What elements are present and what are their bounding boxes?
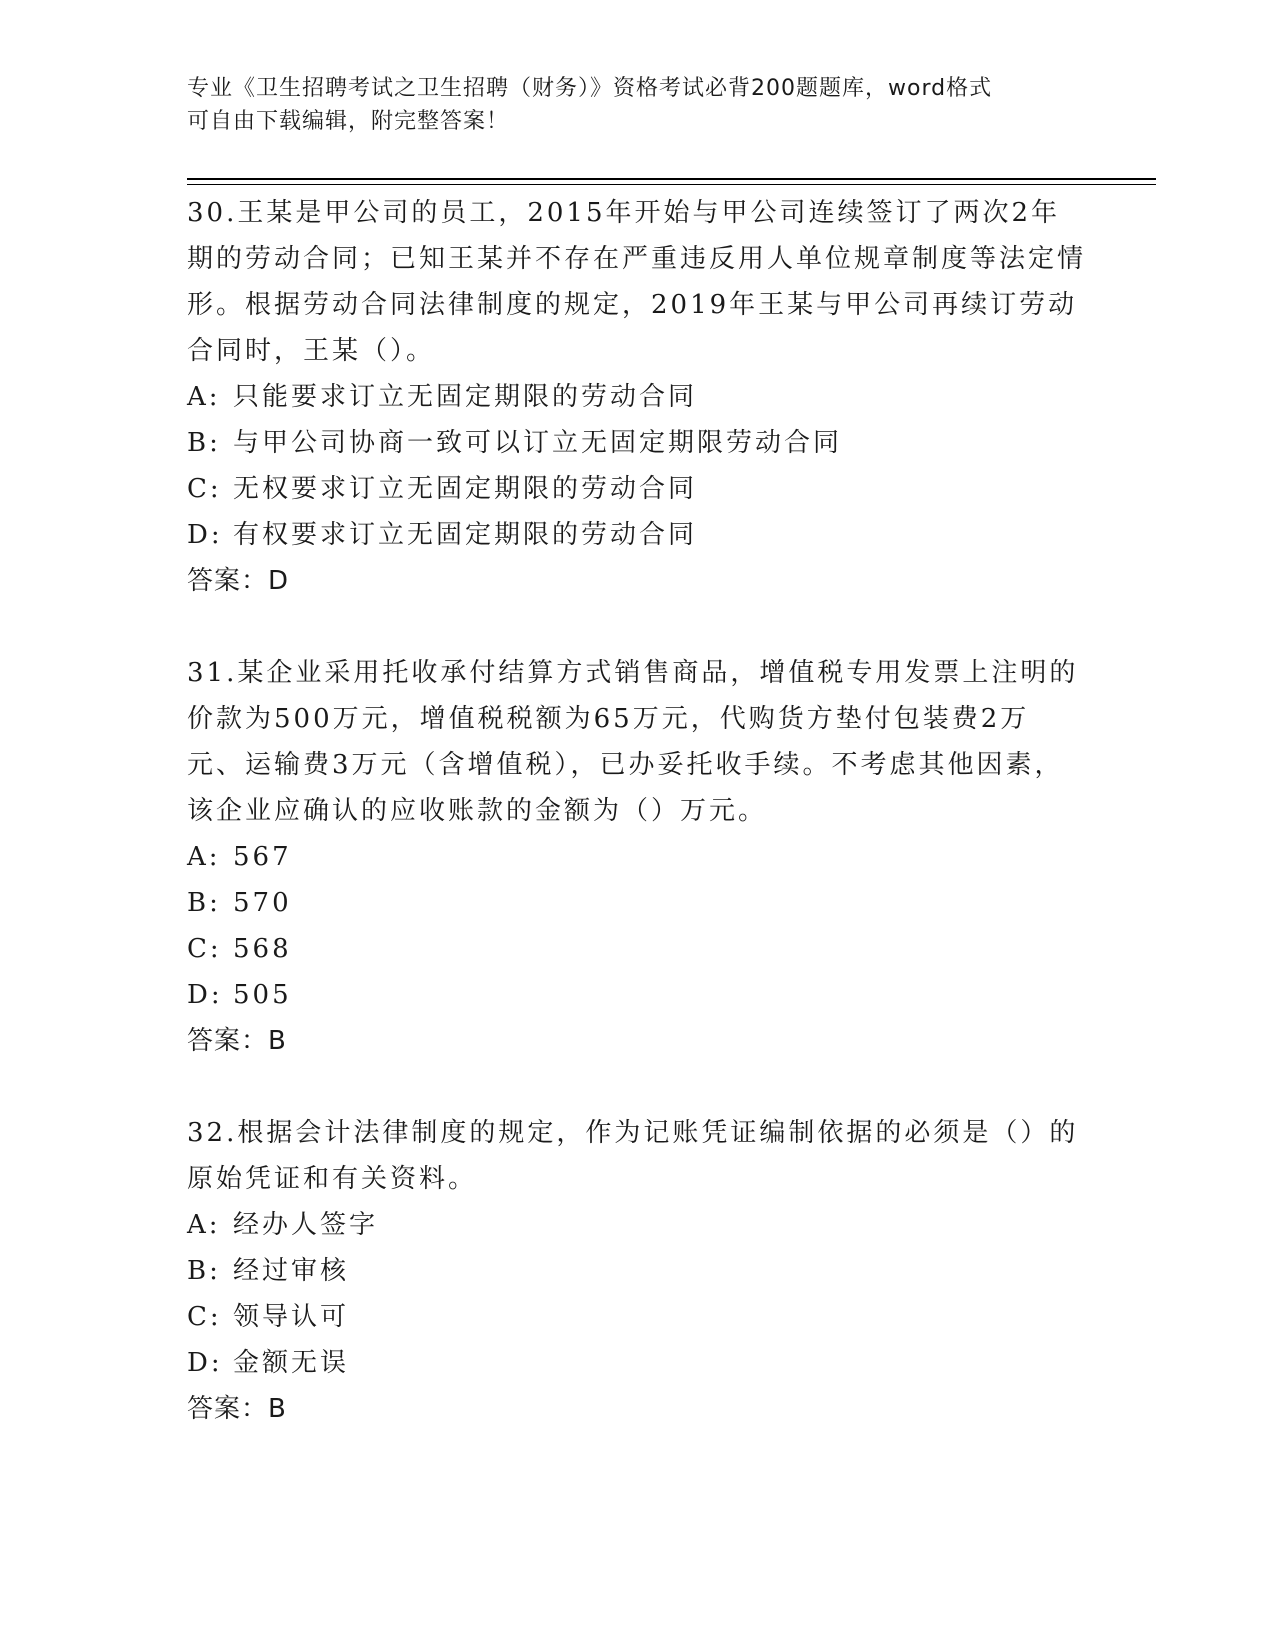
option-key: D: xyxy=(187,1348,223,1378)
option-key: C: xyxy=(187,474,222,504)
option-key: C: xyxy=(187,934,222,964)
option-text: 金额无误 xyxy=(233,1348,350,1378)
option-a xyxy=(187,834,1087,880)
option-key: A: xyxy=(187,842,221,872)
option-d xyxy=(187,972,1087,1018)
question-stem: 30.王某是甲公司的员工，2015年开始与甲公司连续签订了两次2年期的劳动合同；已知王某并不存在严重违反用人单位规章制度等法定情形。根据劳动合同法律制度的规定，2019年王某与甲公司再续订劳动合同时，王某（）。 xyxy=(187,198,1087,366)
option-text: 与甲公司协商一致可以订立无固定期限劳动合同 xyxy=(233,428,843,458)
option-text: 567 xyxy=(233,842,292,872)
header-line-2: 可自由下载编辑，附完整答案！ xyxy=(187,109,510,134)
option-key: A: xyxy=(187,382,221,412)
option-text: 有权要求订立无固定期限的劳动合同 xyxy=(233,520,698,550)
option-text: 领导认可 xyxy=(233,1302,350,1332)
question-stem: 32.根据会计法律制度的规定，作为记账凭证编制依据的必须是（）的原始凭证和有关资料。 xyxy=(187,1118,1079,1194)
option-text: 568 xyxy=(233,934,292,964)
question-30 xyxy=(187,190,1087,604)
option-key: D: xyxy=(187,980,223,1010)
option-text: 570 xyxy=(233,888,292,918)
option-a xyxy=(187,1202,1087,1248)
header-line-1: 专业《卫生招聘考试之卫生招聘（财务）》资格考试必背200题题库，word格式 xyxy=(187,76,993,101)
option-text: 无权要求订立无固定期限的劳动合同 xyxy=(233,474,698,504)
question-32 xyxy=(187,1110,1087,1432)
option-key: B: xyxy=(187,888,221,918)
option-d xyxy=(187,512,1087,558)
option-key: D: xyxy=(187,520,223,550)
option-key: A: xyxy=(187,1210,221,1240)
header-divider-thick xyxy=(187,178,1156,180)
option-text: 经过审核 xyxy=(233,1256,350,1286)
option-b xyxy=(187,420,1087,466)
question-list xyxy=(187,190,1087,1478)
question-stem: 31.某企业采用托收承付结算方式销售商品，增值税专用发票上注明的价款为500万元，增值税税额为65万元，代购货方垫付包装费2万元、运输费3万元（含增值税），已办妥托收手续。不考虑其他因素，该企业应确认的应收账款的金额为（）万元。 xyxy=(187,658,1079,826)
option-b xyxy=(187,880,1087,926)
option-c xyxy=(187,1294,1087,1340)
option-text: 只能要求订立无固定期限的劳动合同 xyxy=(233,382,698,412)
answer-label: 答案：B xyxy=(187,1394,287,1424)
header-divider-thin xyxy=(187,184,1156,185)
document-header xyxy=(187,72,1067,138)
option-text: 经办人签字 xyxy=(233,1210,379,1240)
option-c xyxy=(187,926,1087,972)
option-text: 505 xyxy=(233,980,292,1010)
option-c xyxy=(187,466,1087,512)
question-31 xyxy=(187,650,1087,1064)
answer-label: 答案：B xyxy=(187,1026,287,1056)
option-key: C: xyxy=(187,1302,222,1332)
option-a xyxy=(187,374,1087,420)
option-d xyxy=(187,1340,1087,1386)
option-b xyxy=(187,1248,1087,1294)
option-key: B: xyxy=(187,1256,221,1286)
option-key: B: xyxy=(187,428,221,458)
answer-label: 答案：D xyxy=(187,566,290,596)
